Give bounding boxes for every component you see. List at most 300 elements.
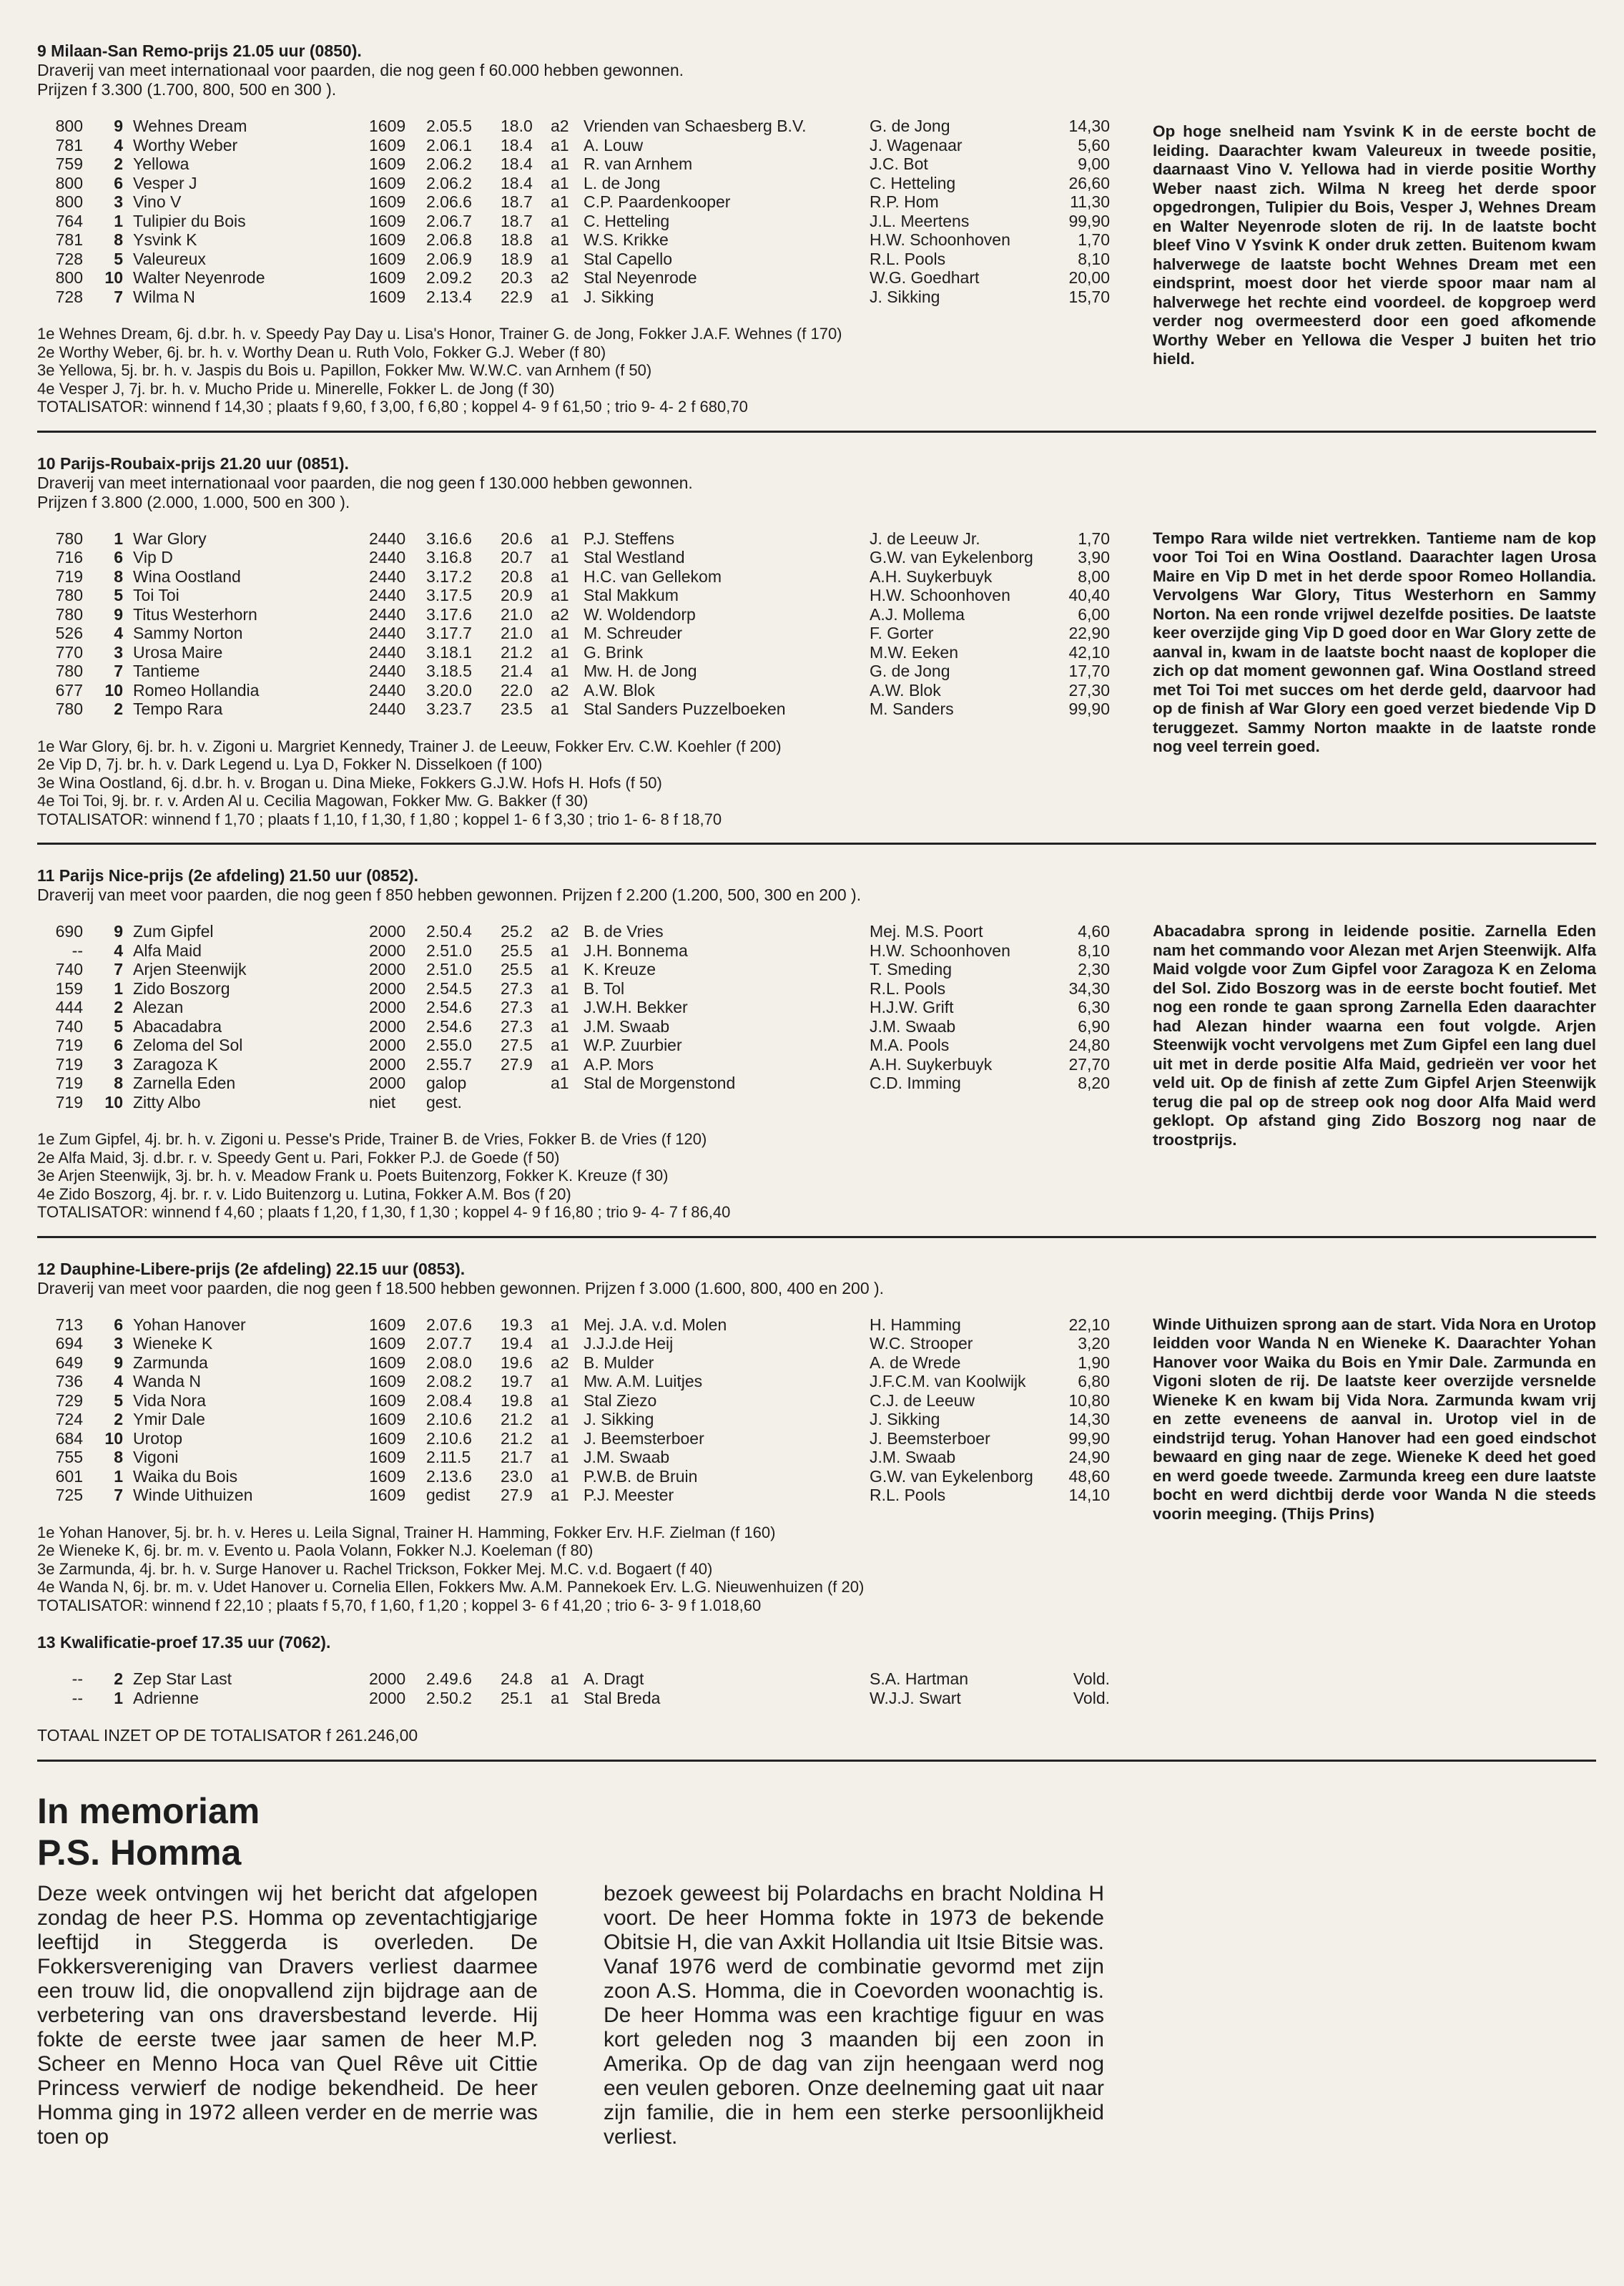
reduction: 18.7: [501, 192, 533, 211]
start-position: a1: [551, 1036, 569, 1054]
result-line: 3e Zarmunda, 4j. br. h. v. Surge Hanover u. Rachel Trickson, Fokker Mej. M.C. v.d. Bogaert (f 40): [37, 1559, 713, 1578]
result-line: 4e Zido Boszorg, 4j. br. r. v. Lido Buitenzorg u. Lutina, Fokker A.M. Bos (f 20): [37, 1184, 571, 1203]
table-row: [37, 1017, 1110, 1036]
horse-name: Ymir Dale: [133, 1410, 205, 1428]
odds-value: 34,30: [1068, 978, 1110, 998]
reduction: 22.9: [501, 287, 533, 306]
reduction: 21.2: [501, 642, 533, 662]
table-row: [37, 1093, 1110, 1112]
reduction: 19.7: [501, 1372, 533, 1390]
race-time: 2.51.0: [426, 960, 472, 978]
race-time: 2.09.2: [426, 268, 472, 287]
qualification-section: [37, 1633, 1596, 1745]
race-comment: Abacadabra sprong in leidende positie. Zarnella Eden nam het commando voor Alezan met Arjen Steenwijk. Alfa Maid volgde voor Zum Gipfel voor Zaragoza K en Zeloma del Sol. Zido Boszorg was in de eerste bocht foutief. Met nog een ronde te gaan sprong Zarnella Eden daarachter had Alezan hinder waarna een fout volgde. Arjen Steenwijk vocht vervolgens met Zum Gipfel een lang duel uit met in derde positie Alfa Maid, gedrieën ver voor het veld uit. Op de finish af zette Zum Gipfel Arjen Steenwijk terug die pal op de streep ook nog door Alfa Maid werd geklopt. Op afstand ging Zido Boszorg nog naar de troostprijs.: [1153, 922, 1596, 1149]
odds-value: 24,80: [1068, 1036, 1110, 1054]
odds-value: 6,80: [1078, 1372, 1110, 1390]
previous-number: 677: [55, 680, 83, 700]
race-time: 2.06.9: [426, 249, 472, 268]
horse-name: Wina Oostland: [133, 566, 241, 586]
start-number: 9: [114, 922, 123, 941]
start-number: 7: [114, 960, 123, 978]
owner-name: C. Hetteling: [584, 211, 670, 230]
previous-number: 736: [55, 1372, 83, 1390]
owner-name: R. van Arnhem: [584, 154, 693, 173]
start-number: 8: [114, 1074, 123, 1092]
reduction: 18.4: [501, 154, 533, 173]
start-position: a1: [551, 1466, 569, 1486]
race-time: 2.10.6: [426, 1428, 472, 1448]
race-time: 2.06.6: [426, 192, 472, 211]
odds-value: 4,60: [1078, 922, 1110, 941]
previous-number: 740: [55, 1016, 83, 1036]
previous-number: 729: [55, 1390, 83, 1410]
horse-name: Vida Nora: [133, 1390, 206, 1410]
odds-value: 42,10: [1068, 642, 1110, 662]
race-time: 2.54.5: [426, 978, 472, 998]
results-block: [37, 325, 1110, 416]
trainer-name: F. Gorter: [870, 624, 934, 642]
trainer-name: Mej. M.S. Poort: [870, 922, 983, 941]
previous-number: 800: [55, 173, 83, 192]
table-row: [37, 700, 1110, 719]
start-number: 2: [114, 1410, 123, 1428]
trainer-name: S.A. Hartman: [870, 1669, 969, 1688]
horse-name: Wehnes Dream: [133, 117, 247, 135]
table-row: [37, 192, 1110, 212]
reduction: 19.4: [501, 1334, 533, 1353]
reduction: 23.5: [501, 700, 533, 718]
start-number: 2: [114, 700, 123, 718]
table-row: [37, 1353, 1110, 1373]
horse-name: Worthy Weber: [133, 135, 238, 154]
distance: 2000: [369, 1054, 406, 1074]
runners-table: [37, 117, 1110, 306]
trainer-name: A.W. Blok: [870, 680, 941, 700]
reduction: 27.3: [501, 1016, 533, 1036]
reduction: 20.6: [501, 529, 533, 548]
odds-value: 17,70: [1068, 662, 1110, 680]
trainer-name: J.M. Swaab: [870, 1016, 956, 1036]
odds-value: 99,90: [1068, 211, 1110, 230]
odds-value: 8,10: [1078, 249, 1110, 268]
owner-name: P.W.B. de Bruin: [584, 1466, 698, 1486]
horse-name: Urotop: [133, 1428, 183, 1448]
start-number: 4: [114, 941, 123, 960]
previous-number: 719: [55, 1036, 83, 1054]
previous-number: 780: [55, 604, 83, 624]
article-title-line-2: P.S. Homma: [37, 1833, 242, 1873]
start-number: 1: [114, 1466, 123, 1486]
distance: 1609: [369, 230, 406, 249]
previous-number: 728: [55, 287, 83, 306]
race-time: 3.20.0: [426, 680, 472, 700]
reduction: [501, 1074, 551, 1093]
table-row: [37, 136, 1110, 155]
start-position: a1: [551, 1669, 569, 1688]
odds-value: 14,30: [1068, 117, 1110, 135]
start-position: a1: [551, 1074, 569, 1092]
table-row: [37, 922, 1110, 941]
previous-number: 800: [55, 192, 83, 211]
horse-name: Arjen Steenwijk: [133, 960, 247, 978]
horse-name: Walter Neyenrode: [133, 268, 265, 287]
race-time: gest.: [426, 1092, 462, 1112]
race-time: 2.07.7: [426, 1334, 472, 1353]
race-section: [37, 41, 1596, 416]
race-time: 2.54.6: [426, 1016, 472, 1036]
trainer-name: A. de Wrede: [870, 1353, 961, 1372]
table-row: [37, 1429, 1110, 1448]
odds-value: Vold.: [1073, 1688, 1110, 1707]
reduction: 18.7: [501, 211, 533, 230]
odds-value: 3,90: [1078, 548, 1110, 566]
race-time: 2.13.6: [426, 1466, 472, 1486]
horse-name: Tulipier du Bois: [133, 211, 246, 230]
odds-value: 1,70: [1078, 230, 1110, 249]
table-row: [37, 1689, 1596, 1708]
distance: 2000: [369, 1669, 406, 1688]
start-position: a1: [551, 211, 569, 230]
start-number: 4: [114, 135, 123, 154]
trainer-name: J.F.C.M. van Koolwijk: [870, 1372, 1026, 1390]
result-line: 1e War Glory, 6j. br. h. v. Zigoni u. Margriet Kennedy, Trainer J. de Leeuw, Fokker Erv. C.W. Koehler (f 200): [37, 737, 782, 755]
start-position: a1: [551, 1688, 569, 1707]
reduction: 27.3: [501, 998, 533, 1016]
start-position: a1: [551, 287, 569, 306]
start-position: a1: [551, 1334, 569, 1353]
trainer-name: R.P. Hom: [870, 192, 939, 211]
trainer-name: J. Sikking: [870, 287, 940, 306]
trainer-name: H.W. Schoonhoven: [870, 230, 1010, 249]
race-time: 2.50.2: [426, 1688, 472, 1707]
reduction: [501, 1093, 551, 1112]
race-section: [37, 866, 1596, 1222]
distance: 1609: [369, 1334, 406, 1353]
distance: 2000: [369, 960, 406, 978]
reduction: 27.3: [501, 978, 533, 998]
trainer-name: J. Sikking: [870, 1410, 940, 1428]
horse-name: Vino V: [133, 192, 182, 211]
start-number: 10: [104, 1428, 123, 1448]
distance: 2440: [369, 604, 406, 624]
reduction: 22.0: [501, 680, 533, 700]
start-number: 3: [114, 192, 123, 211]
trainer-name: A.H. Suykerbuyk: [870, 1054, 993, 1074]
start-position: a1: [551, 230, 569, 249]
race-description: Draverij van meet voor paarden, die nog geen f 850 hebben gewonnen. Prijzen f 2.200 (1.200, 500, 300 en 200 ).: [37, 886, 862, 904]
odds-value: 15,70: [1068, 287, 1110, 306]
trainer-name: J.L. Meertens: [870, 211, 970, 230]
previous-number: 444: [55, 998, 83, 1016]
start-position: a1: [551, 1390, 569, 1410]
previous-number: 770: [55, 642, 83, 662]
start-number: 1: [114, 978, 123, 998]
owner-name: J.M. Swaab: [584, 1448, 670, 1466]
distance: 1609: [369, 135, 406, 154]
race-time: 2.06.7: [426, 211, 472, 230]
race-time: 3.18.5: [426, 662, 472, 680]
horse-name: Yellowa: [133, 154, 190, 173]
horse-name: Zaragoza K: [133, 1054, 218, 1074]
table-row: [37, 605, 1110, 624]
start-number: 6: [114, 173, 123, 192]
distance: 2000: [369, 1036, 406, 1054]
owner-name: B. Mulder: [584, 1353, 654, 1372]
table-row: [37, 998, 1110, 1017]
race-title: 11 Parijs Nice-prijs (2e afdeling) 21.50 uur (0852).: [37, 866, 419, 885]
start-position: a1: [551, 249, 569, 268]
totalisator-line: TOTALISATOR: winnend f 1,70 ; plaats f 1,10, f 1,30, f 1,80 ; koppel 1- 6 f 3,30 ; trio 1- 6- 8 f 18,70: [37, 810, 722, 828]
race-comment: Tempo Rara wilde niet vertrekken. Tantieme nam de kop voor Toi Toi en Wina Oostland. Daarachter lagen Urosa Maire en Vip D met in het derde spoor Romeo Hollandia. Vervolgens War Glory, Titus Westerhorn en Sammy Norton. Na een ronde vrijwel dezelfde posities. De laatste keer overzijde ging Vip D goed door en War Glory zette de aanval in, kwam in de laatste bocht naast de koploper die zich op dat moment gewonnen gaf. Wina Oostland streed met Toi Toi met succes om het derde geld, daarvoor had op de finish af War Glory een goed verzet biedende Vip D teruggezet. Sammy Norton maakte in de laatste ronde nog veel terrein goed.: [1153, 529, 1596, 755]
start-number: 5: [114, 1016, 123, 1036]
distance: 2440: [369, 642, 406, 662]
reduction: 27.5: [501, 1036, 533, 1054]
article-column-2: bezoek geweest bij Polardachs en bracht Noldina H voort. De heer Homma fokte in 1973 de bekende Obitsie H, die van Axkit Hollandia uit Itsie Bitsie was. Vanaf 1976 werd de combinatie gevormd met zijn zoon A.S. Homma, die in Coevorden woonachtig is. De heer Homma was een krachtige figuur en was kort geleden nog 3 maanden bij een zoon in Amerika. Op de dag van zijn heengaan werd nog een veulen geboren. Onze deelneming gaat uit naar zijn familie, die in hem een sterke persoonlijkheid verliest.: [604, 1882, 1104, 2149]
start-position: a1: [551, 1448, 569, 1466]
owner-name: Stal Makkum: [584, 586, 679, 604]
horse-name: Titus Westerhorn: [133, 604, 257, 624]
distance: 2000: [369, 922, 406, 941]
distance: 1609: [369, 1353, 406, 1372]
odds-value: 9,00: [1078, 154, 1110, 173]
distance: 2440: [369, 680, 406, 700]
race-time: galop: [426, 1074, 467, 1092]
owner-name: Stal Neyenrode: [584, 268, 697, 287]
distance: 2000: [369, 941, 406, 960]
distance: 1609: [369, 1448, 406, 1466]
start-position: a1: [551, 548, 569, 566]
reduction: 21.7: [501, 1448, 533, 1466]
owner-name: W.P. Zuurbier: [584, 1036, 682, 1054]
odds-value: 1,70: [1078, 529, 1110, 548]
race-title: 9 Milaan-San Remo-prijs 21.05 uur (0850).: [37, 41, 362, 60]
horse-name: Adrienne: [133, 1688, 200, 1707]
race-time: 3.16.8: [426, 548, 472, 566]
start-position: a1: [551, 1410, 569, 1428]
start-number: 8: [114, 230, 123, 249]
owner-name: L. de Jong: [584, 173, 661, 192]
horse-name: Tempo Rara: [133, 700, 223, 718]
trainer-name: G.W. van Eykelenborg: [870, 548, 1033, 566]
race-time: 3.23.7: [426, 700, 472, 718]
table-row: [37, 1669, 1596, 1689]
start-number: 5: [114, 249, 123, 268]
owner-name: H.C. van Gellekom: [584, 566, 722, 586]
distance: 1609: [369, 1390, 406, 1410]
race-time: 2.06.2: [426, 154, 472, 173]
race-time: 2.05.5: [426, 117, 472, 135]
start-position: a1: [551, 154, 569, 173]
previous-number: 719: [55, 566, 83, 586]
table-row: [37, 567, 1110, 587]
trainer-name: J. de Leeuw Jr.: [870, 529, 980, 548]
distance: niet: [369, 1092, 396, 1112]
odds-value: 3,20: [1078, 1334, 1110, 1353]
distance: 1609: [369, 117, 406, 135]
reduction: 20.8: [501, 566, 533, 586]
start-number: 10: [104, 268, 123, 287]
previous-number: 719: [55, 1092, 83, 1112]
horse-name: Sammy Norton: [133, 624, 243, 642]
result-line: 2e Vip D, 7j. br. h. v. Dark Legend u. Lya D, Fokker N. Disselkoen (f 100): [37, 755, 543, 773]
race-time: 2.49.6: [426, 1669, 472, 1688]
table-row: [37, 117, 1110, 136]
odds-value: 20,00: [1068, 268, 1110, 287]
previous-number: 601: [55, 1466, 83, 1486]
runners-table: [37, 529, 1110, 719]
total-inzet: TOTAAL INZET OP DE TOTALISATOR f 261.246,00: [37, 1726, 418, 1745]
distance: 1609: [369, 154, 406, 173]
race-time: 2.13.4: [426, 287, 472, 306]
reduction: 18.4: [501, 173, 533, 192]
result-line: 1e Zum Gipfel, 4j. br. h. v. Zigoni u. Pesse's Pride, Trainer B. de Vries, Fokker B. de Vries (f 120): [37, 1130, 707, 1148]
totalisator-line: TOTALISATOR: winnend f 14,30 ; plaats f 9,60, f 3,00, f 6,80 ; koppel 4- 9 f 61,50 ; trio 9- 4- 2 f 680,70: [37, 398, 748, 416]
owner-name: B. Tol: [584, 978, 625, 998]
distance: 2440: [369, 548, 406, 566]
trainer-name: H.J.W. Grift: [870, 998, 954, 1016]
previous-number: 719: [55, 1074, 83, 1092]
start-position: a2: [551, 268, 569, 287]
start-position: a1: [551, 941, 569, 960]
race-time: 2.07.6: [426, 1315, 472, 1334]
distance: 2440: [369, 624, 406, 642]
start-position: a2: [551, 117, 569, 135]
start-number: 8: [114, 566, 123, 586]
horse-name: Alezan: [133, 998, 184, 1016]
horse-name: Wanda N: [133, 1372, 202, 1390]
table-row: [37, 174, 1110, 193]
start-number: 7: [114, 662, 123, 680]
race-time: 3.17.7: [426, 624, 472, 642]
article-title: [37, 1790, 1596, 1873]
distance: 1609: [369, 1372, 406, 1390]
horse-name: Yohan Hanover: [133, 1315, 246, 1334]
race-time: 2.55.7: [426, 1054, 472, 1074]
reduction: 21.0: [501, 624, 533, 642]
previous-number: 713: [55, 1315, 83, 1334]
horse-name: Zarnella Eden: [133, 1074, 236, 1092]
table-row: [37, 960, 1110, 979]
results-block: [37, 1130, 1110, 1222]
race-time: 2.08.4: [426, 1390, 472, 1410]
reduction: 21.2: [501, 1428, 533, 1448]
owner-name: B. de Vries: [584, 922, 664, 941]
race-time: 3.16.6: [426, 529, 472, 548]
race-comment: Winde Uithuizen sprong aan de start. Vida Nora en Urotop leidden voor Wanda N en Wieneke K. Daarachter Yohan Hanover voor Waika du Bois en Ymir Dale. Zarmunda en Vigoni sloten de rij. De laatste keer overzijde versnelde Wieneke K en kwam bij Vida Nora. Zarmunda kwam vrij en zette eveneens de aanval in. Urotop viel in de eindstrijd terug. Yohan Hanover had een goed eindschot bewaard en ging naar de zege. Wieneke K deed het goed en werd goede tweede. Zarmunda kreeg een dure laatste bocht en werd dichtbij derde voor Wanda N die steeds voorin meeging. (Thijs Prins): [1153, 1315, 1596, 1523]
horse-name: Zep Star Last: [133, 1669, 232, 1688]
horse-name: Zitty Albo: [133, 1092, 201, 1112]
start-position: [551, 1093, 584, 1112]
start-position: a1: [551, 642, 569, 662]
owner-name: J. Sikking: [584, 287, 654, 306]
start-number: 3: [114, 642, 123, 662]
start-position: a2: [551, 680, 569, 700]
trainer-name: J. Beemsterboer: [870, 1428, 990, 1448]
previous-number: 781: [55, 135, 83, 154]
table-row: [37, 1467, 1110, 1486]
result-line: 1e Yohan Hanover, 5j. br. h. v. Heres u. Leila Signal, Trainer H. Hamming, Fokker Erv. H.F. Zielman (f 160): [37, 1523, 776, 1541]
table-row: [37, 1315, 1110, 1335]
owner-name: W.S. Krikke: [584, 230, 669, 249]
horse-name: Romeo Hollandia: [133, 680, 260, 700]
start-number: 5: [114, 586, 123, 604]
start-number: 5: [114, 1390, 123, 1410]
distance: 2000: [369, 978, 406, 998]
start-position: a1: [551, 960, 569, 978]
table-row: [37, 529, 1110, 549]
odds-value: 40,40: [1068, 586, 1110, 604]
start-number: 8: [114, 1448, 123, 1466]
owner-name: Stal de Morgenstond: [584, 1074, 736, 1092]
start-position: a1: [551, 1315, 569, 1334]
table-row: [37, 1074, 1110, 1093]
distance: 1609: [369, 1410, 406, 1428]
horse-name: Abacadabra: [133, 1016, 222, 1036]
horse-name: Vigoni: [133, 1448, 179, 1466]
start-position: a1: [551, 1372, 569, 1390]
race-time: 3.17.2: [426, 566, 472, 586]
trainer-name: G.W. van Eykelenborg: [870, 1466, 1033, 1486]
reduction: 18.0: [501, 117, 533, 135]
horse-name: Zarmunda: [133, 1353, 208, 1372]
section-divider: [37, 1760, 1596, 1762]
article-title-line-1: In memoriam: [37, 1791, 260, 1831]
start-number: 10: [104, 680, 123, 700]
trainer-name: W.C. Strooper: [870, 1334, 973, 1353]
trainer-name: A.H. Suykerbuyk: [870, 566, 993, 586]
horse-name: Vip D: [133, 548, 173, 566]
distance: 1609: [369, 249, 406, 268]
reduction: 21.4: [501, 662, 533, 680]
start-number: 6: [114, 1036, 123, 1054]
odds-value: 1,90: [1078, 1353, 1110, 1372]
distance: 2440: [369, 566, 406, 586]
odds-value: Vold.: [1073, 1669, 1110, 1688]
trainer-name: G. de Jong: [870, 117, 950, 135]
start-position: a2: [551, 922, 569, 941]
previous-number: 764: [55, 211, 83, 230]
trainer-name: C. Hetteling: [870, 173, 956, 192]
owner-name: J.J.J.de Heij: [584, 1334, 674, 1353]
reduction: 18.8: [501, 230, 533, 249]
race-section: [37, 1260, 1596, 1615]
start-number: 3: [114, 1334, 123, 1353]
table-row: [37, 681, 1110, 700]
distance: 2440: [369, 700, 406, 718]
result-line: 4e Wanda N, 6j. br. m. v. Udet Hanover u. Cornelia Ellen, Fokkers Mw. A.M. Pannekoek Erv. L.G. Nieuwenhuizen (f 20): [37, 1578, 865, 1596]
odds-value: 99,90: [1068, 700, 1110, 718]
start-position: a2: [551, 604, 569, 624]
horse-name: Valeureux: [133, 249, 206, 268]
previous-number: 526: [55, 624, 83, 642]
reduction: 24.8: [501, 1669, 533, 1688]
odds-value: 27,30: [1068, 680, 1110, 700]
memoriam-article: [37, 1790, 1596, 2149]
result-line: 1e Wehnes Dream, 6j. d.br. h. v. Speedy Pay Day u. Lisa's Honor, Trainer G. de Jong, Fokker J.A.F. Wehnes (f 170): [37, 325, 842, 343]
trainer-name: C.D. Imming: [870, 1074, 961, 1092]
start-number: 9: [114, 604, 123, 624]
horse-name: Urosa Maire: [133, 642, 223, 662]
previous-number: 800: [55, 268, 83, 287]
results-block: [37, 737, 1110, 829]
trainer-name: J. Wagenaar: [870, 135, 963, 154]
reduction: 18.9: [501, 249, 533, 268]
table-row: [37, 1391, 1110, 1411]
table-row: [37, 643, 1110, 662]
horse-name: Wilma N: [133, 287, 195, 306]
results-block: [37, 1524, 1110, 1615]
distance: 1609: [369, 211, 406, 230]
